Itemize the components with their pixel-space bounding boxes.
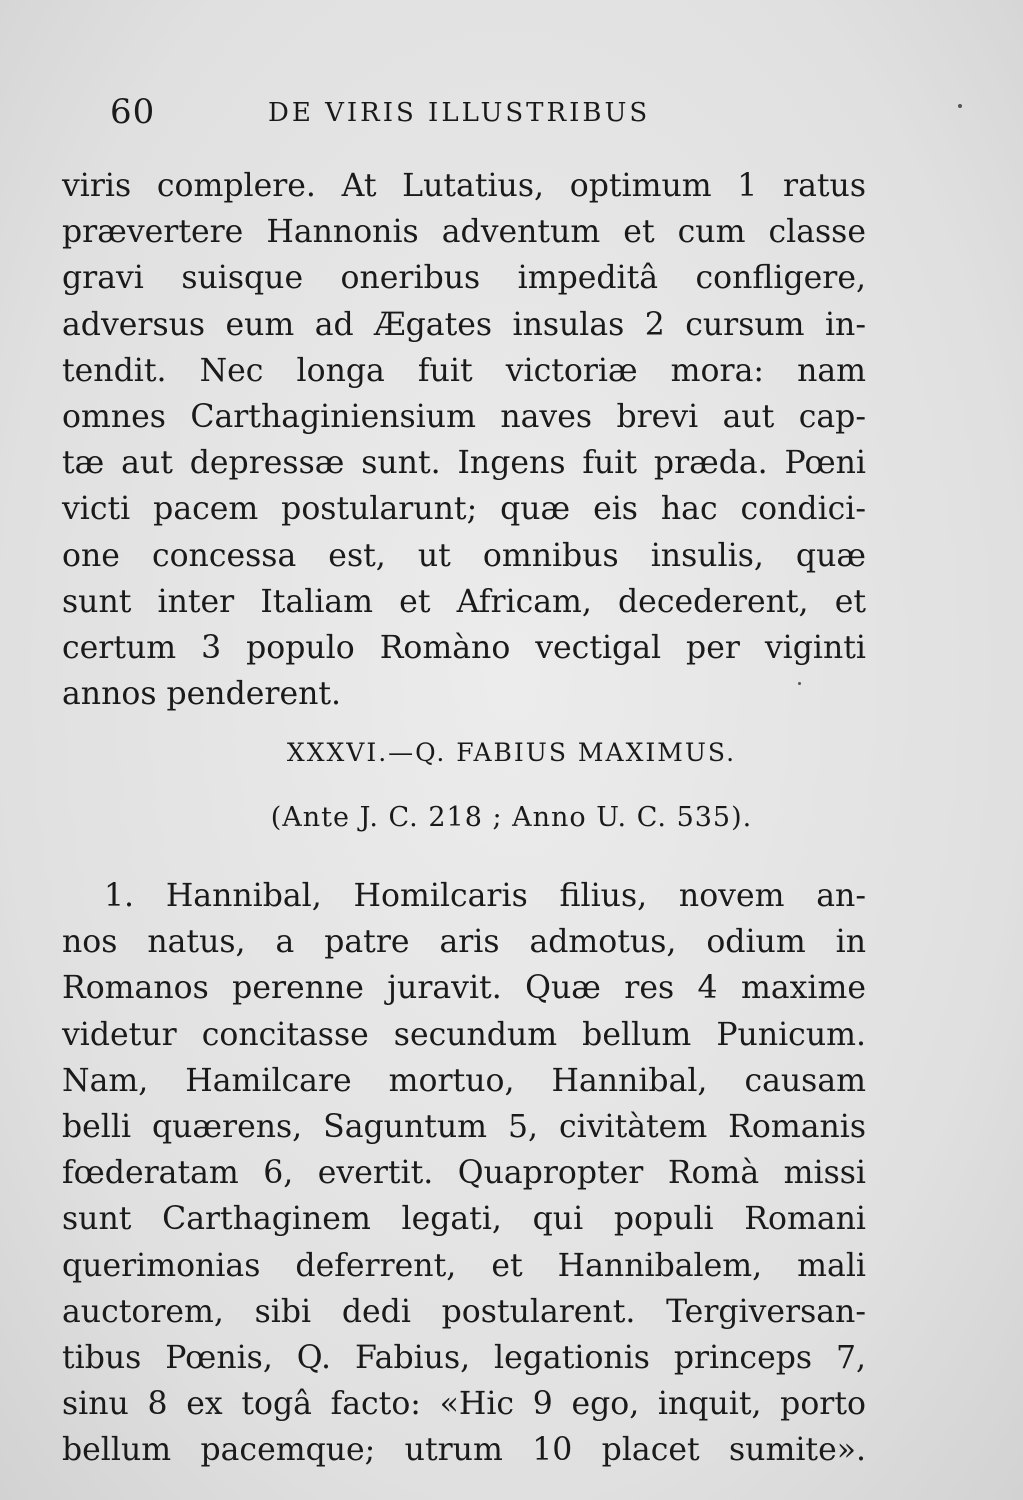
text-line: viris complere. At Lutatius, optimum 1 ratus	[62, 168, 866, 204]
paragraph-chapter-start	[62, 873, 866, 1474]
paragraph-continued	[62, 163, 866, 717]
text-line: sinu 8 ex togâ facto: «Hic 9 ego, inquit, porto	[62, 1386, 866, 1423]
text-line: sunt inter Italiam et Africam, decederent, et	[62, 583, 866, 620]
print-speck	[798, 682, 801, 685]
page-header	[110, 92, 850, 132]
text-line: nos natus, a patre aris admotus, odium in	[62, 924, 866, 961]
text-line: annos penderent.	[62, 676, 342, 713]
text-line: Nam, Hamilcare mortuo, Hannibal, causam	[62, 1062, 866, 1099]
text-line: tibus Pœnis, Q. Fabius, legationis princeps 7,	[62, 1340, 866, 1377]
text-line: Romanos perenne juravit. Quæ res 4 maxime	[62, 970, 866, 1007]
print-speck	[958, 104, 962, 108]
text-line: victi pacem postularunt; quæ eis hac condici-	[62, 491, 866, 528]
text-line: adversus eum ad Ægates insulas 2 cursum in-	[62, 306, 866, 343]
text-line: auctorem, sibi dedi postularent. Tergiversan-	[62, 1293, 866, 1330]
chapter-date: (Ante J. C. 218 ; Anno U. C. 535).	[270, 802, 753, 833]
text-line: one concessa est, ut omnibus insulis, quæ	[62, 537, 866, 574]
text-line: tendit. Nec longa fuit victoriæ mora: nam	[62, 352, 866, 389]
text-line: bellum pacemque; utrum 10 placet sumite».	[62, 1432, 866, 1469]
running-head: DE VIRIS ILLUSTRIBUS	[268, 98, 651, 128]
text-line: sunt Carthaginem legati, qui populi Romani	[62, 1201, 866, 1238]
text-line: videtur concitasse secundum bellum Punicum.	[62, 1016, 866, 1053]
text-line: omnes Carthaginiensium naves brevi aut cap-	[62, 399, 866, 436]
text-line: certum 3 populo Romàno vectigal per viginti	[62, 630, 866, 667]
text-line: belli quærens, Saguntum 5, civitàtem Romanis	[62, 1109, 866, 1146]
text-line: 1. Hannibal, Homilcaris filius, novem an-	[104, 878, 866, 914]
text-line: gravi suisque oneribus impeditâ confligere,	[62, 260, 866, 297]
page-number: 60	[110, 92, 156, 132]
chapter-title: XXXVI.—Q. FABIUS MAXIMUS.	[286, 738, 737, 767]
text-line: tæ aut depressæ sunt. Ingens fuit præda. Pœni	[62, 445, 866, 482]
text-line: fœderatam 6, evertit. Quapropter Romà missi	[62, 1155, 866, 1192]
text-line: querimonias deferrent, et Hannibalem, mali	[62, 1247, 866, 1284]
text-line: prævertere Hannonis adventum et cum classe	[62, 214, 866, 251]
